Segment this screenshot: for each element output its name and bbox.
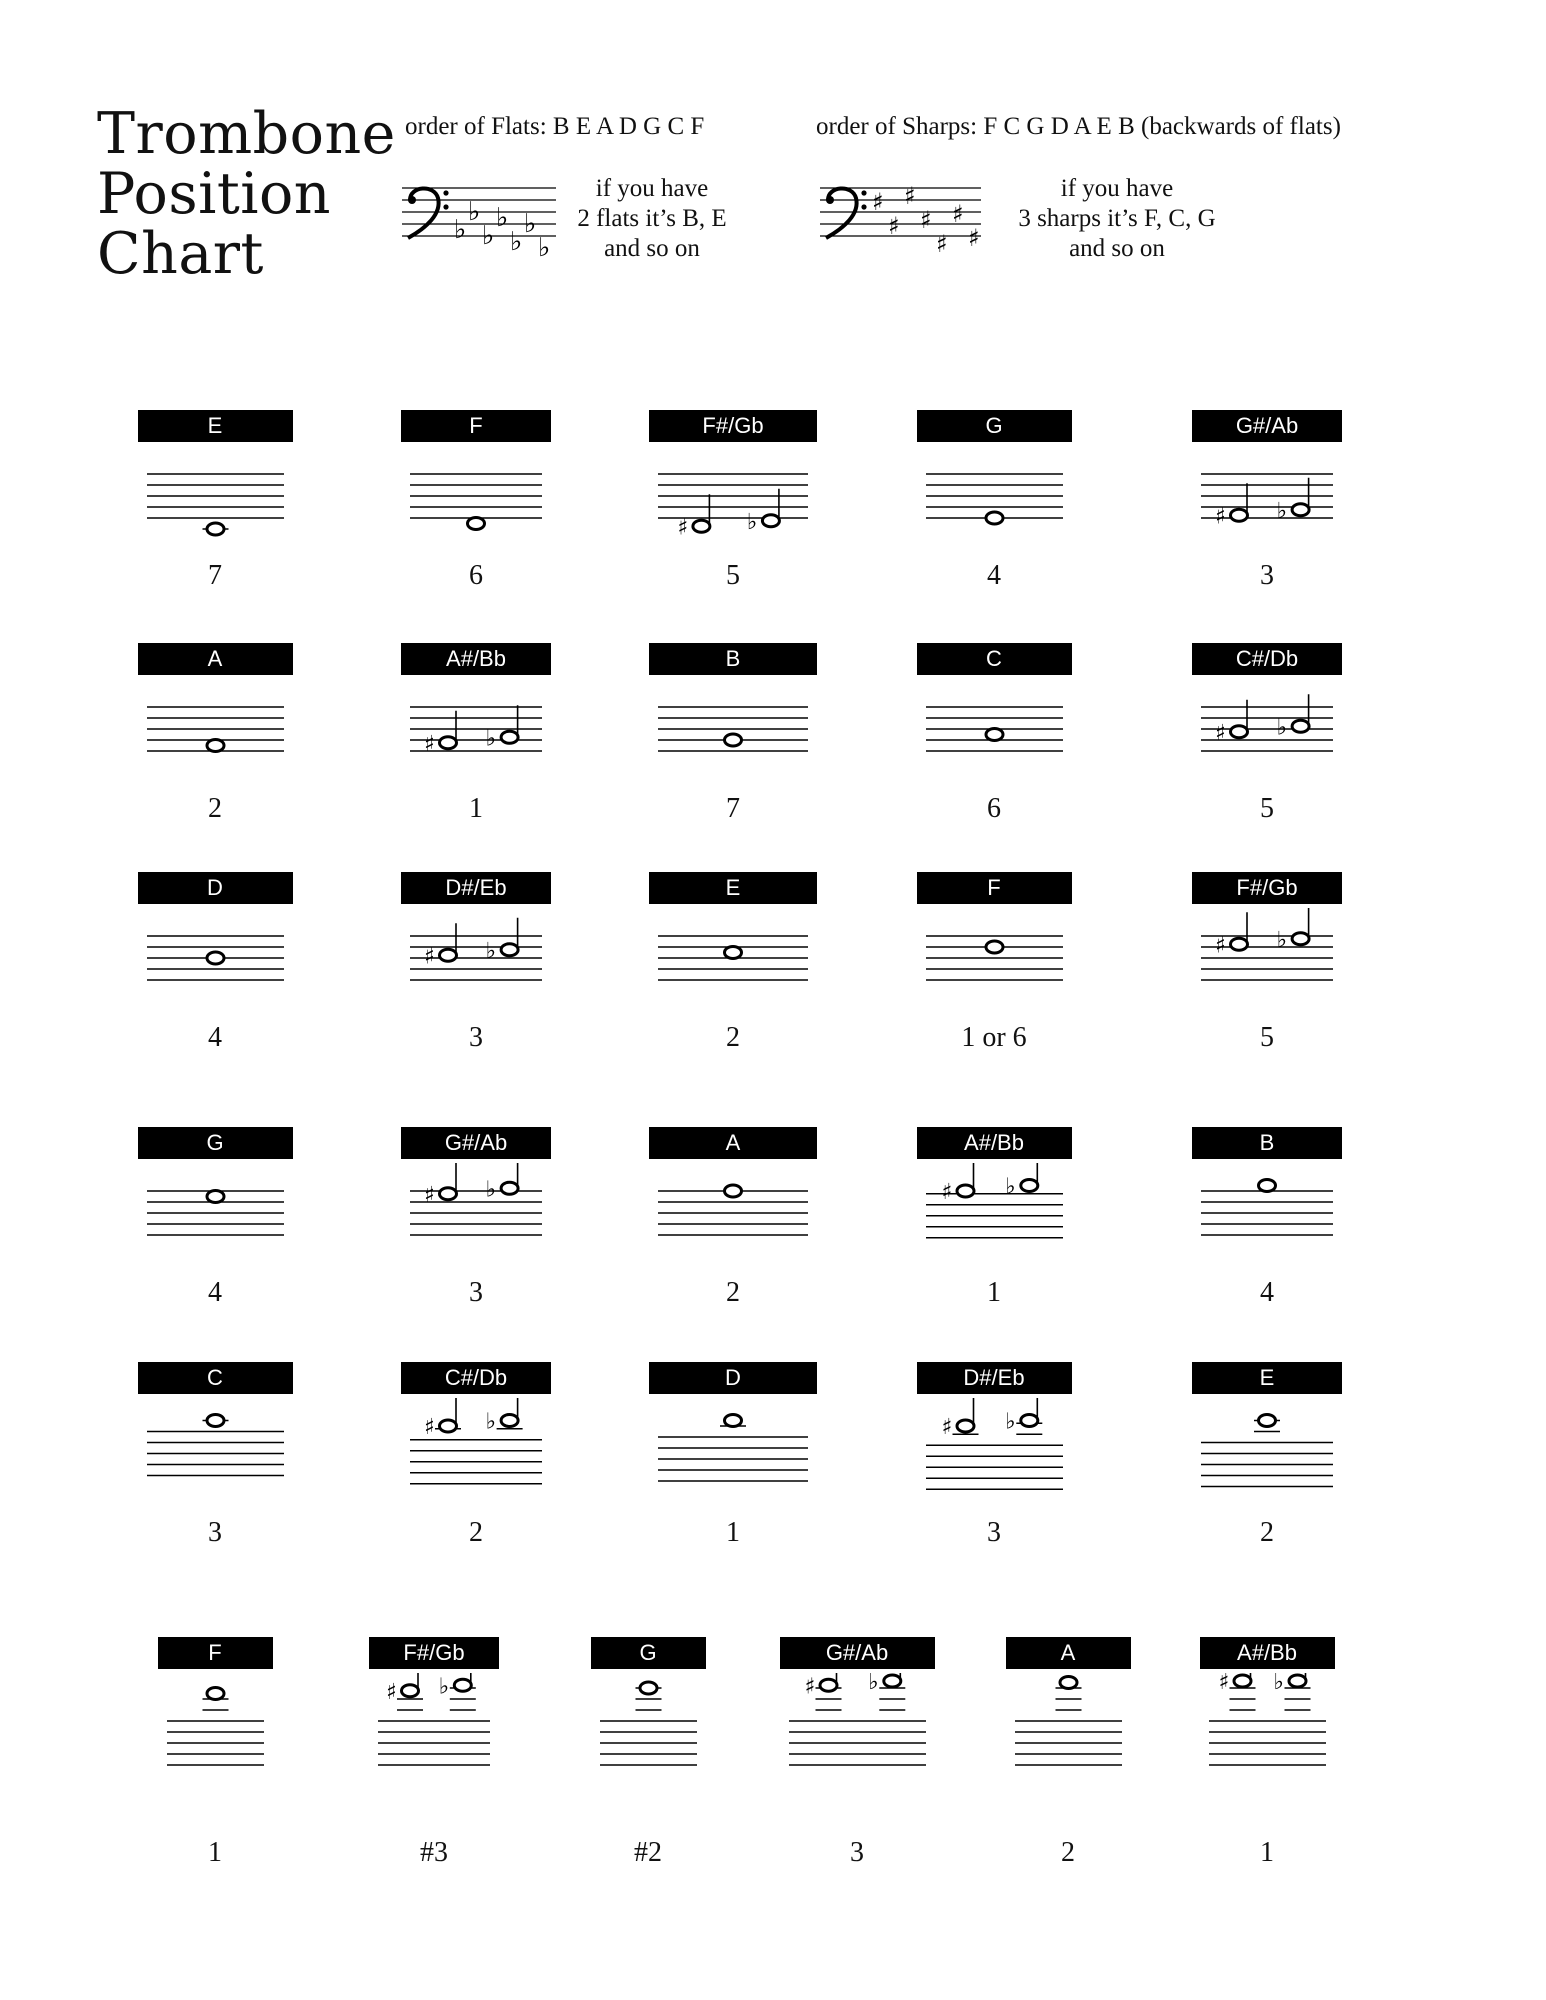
note-head [957,1185,974,1197]
slide-position-number: 7 [208,560,222,591]
flat-icon: ♭ [1276,715,1287,741]
note-head [501,1182,518,1194]
svg-text:♯: ♯ [968,224,980,252]
note-cell [899,1127,1089,1317]
flats-note-line-3: and so on [604,235,700,262]
staff-notation [922,1163,1067,1263]
slide-position-number: 2 [1061,1837,1075,1868]
svg-text:♭: ♭ [482,221,495,251]
flats-order-text: order of Flats: B E A D G C F [405,113,705,140]
note-cell [1172,1127,1362,1317]
note-name-label: F#/Gb [649,410,817,442]
note-cell [899,872,1089,1062]
slide-position-number: 6 [469,560,483,591]
note-head [207,952,224,964]
note-cell [762,1637,952,1877]
note-head [986,729,1003,741]
slide-position-number: 3 [850,1837,864,1868]
slide-position-number: 2 [1260,1517,1274,1548]
note-head [820,1679,837,1691]
slide-position-number: #2 [634,1837,662,1868]
note-head [1292,504,1309,516]
note-head [207,740,224,752]
note-head [402,1685,419,1697]
note-head [440,1188,457,1200]
note-name-label: G#/Ab [1192,410,1342,442]
note-cell [120,1127,310,1317]
slide-position-number: 3 [469,1022,483,1053]
slide-position-number: 1 or 6 [961,1022,1027,1053]
note-name-label: E [649,872,817,904]
note-head [440,949,457,961]
slide-position-number: 1 [469,793,483,824]
note-cell [638,410,828,600]
slide-position-number: 1 [208,1837,222,1868]
note-cell [973,1637,1163,1877]
note-name-label: C [917,643,1072,675]
note-head [207,1688,224,1700]
note-name-label: E [1192,1362,1342,1394]
flats-note-line-2: 2 flats it’s B, E [577,205,727,232]
svg-text:♯: ♯ [872,188,884,216]
flat-key-signature [400,178,558,258]
flat-icon: ♭ [485,726,496,752]
note-cell [1172,1362,1362,1557]
note-name-label: A [649,1127,817,1159]
note-name-label: A [1006,1637,1131,1669]
staff-notation [654,1398,812,1498]
note-head [1259,1180,1276,1192]
note-name-label: A#/Bb [917,1127,1072,1159]
sharps-note-line-1: if you have [1060,175,1174,202]
staff-notation [143,1398,288,1498]
note-head [957,1420,974,1432]
staff-notation [406,1398,546,1498]
sharp-icon: ♯ [424,731,435,757]
note-cell [899,643,1089,833]
note-head [501,731,518,743]
note-name-label: G [591,1637,706,1669]
note-name-label: F [917,872,1072,904]
note-name-label: D [649,1362,817,1394]
note-head [1231,509,1248,521]
note-head [1020,1415,1037,1427]
note-head [725,734,742,746]
note-name-label: C#/Db [401,1362,551,1394]
note-head [986,941,1003,953]
note-head [725,947,742,959]
sharp-key-signature [818,174,983,258]
note-head [1231,726,1248,738]
slide-position-number: 1 [987,1277,1001,1308]
note-head [762,515,779,527]
note-head [207,523,224,535]
staff-notation [1197,908,1337,1008]
staff-notation [1197,1163,1337,1263]
note-cell [120,410,310,600]
sharp-icon: ♯ [424,944,435,970]
sharp-icon: ♯ [1215,933,1226,959]
note-cell [638,643,828,833]
sharp-icon: ♯ [386,1679,397,1705]
svg-text:♯: ♯ [888,212,900,240]
note-head [986,512,1003,524]
flat-icon: ♭ [485,1177,496,1203]
sharp-icon: ♯ [941,1180,952,1205]
staff-notation [1011,1673,1126,1773]
note-cell [381,643,571,833]
note-cell [638,872,828,1062]
slide-position-number: 4 [208,1022,222,1053]
flat-icon: ♭ [485,1409,496,1435]
staff-notation [406,1163,546,1263]
staff-notation [922,1398,1067,1498]
flats-note-line-1: if you have [595,175,709,202]
sharp-icon: ♯ [1215,720,1226,746]
note-name-label: F [401,410,551,442]
staff-notation [922,908,1067,1008]
note-cell [381,1362,571,1557]
staff-notation [785,1673,930,1773]
staff-notation [596,1673,701,1773]
svg-text:♭: ♭ [468,197,481,227]
note-head [1292,720,1309,732]
slide-position-number: 3 [469,1277,483,1308]
slide-position-number: 2 [726,1277,740,1308]
staff-notation [1197,679,1337,779]
note-cell [120,1637,310,1877]
note-cell [381,872,571,1062]
flat-icon: ♭ [1276,927,1287,953]
sharps-explanation [1017,174,1217,264]
slide-position-number: 4 [1260,1277,1274,1308]
staff-notation [406,679,546,779]
svg-text:♭: ♭ [524,209,537,239]
staff-notation [922,446,1067,546]
slide-position-number: 4 [208,1277,222,1308]
note-name-label: E [138,410,293,442]
sharps-note-line-2: 3 sharps it’s F, C, G [1018,205,1216,232]
note-name-label: B [1192,1127,1342,1159]
title-line-3: Chart [97,221,264,287]
note-head [640,1682,657,1694]
note-cell [638,1127,828,1317]
svg-text:♯: ♯ [952,200,964,228]
flat-icon: ♭ [1004,1174,1016,1200]
bass-clef-icon [408,188,449,238]
staff-notation [143,1163,288,1263]
staff-notation [143,679,288,779]
staff-notation [654,446,812,546]
flats-explanation [552,174,752,264]
staff-notation [654,908,812,1008]
note-name-label: G [917,410,1072,442]
slide-position-number: 1 [1260,1837,1274,1868]
note-name-label: G#/Ab [401,1127,551,1159]
flat-icon: ♭ [867,1673,879,1695]
note-head [207,1415,224,1427]
slide-position-number: 2 [469,1517,483,1548]
note-cell [381,410,571,600]
note-head [725,1185,742,1197]
note-head [1289,1675,1306,1687]
note-cell [638,1362,828,1557]
flat-icon: ♭ [1273,1673,1284,1695]
staff-notation [654,679,812,779]
bass-clef-icon [826,188,867,238]
staff-notation [1197,446,1337,546]
svg-text:♯: ♯ [936,230,948,258]
staff-notation [406,446,546,546]
staff-notation [374,1673,494,1773]
title-line-2: Position [97,161,332,227]
note-head [1292,933,1309,945]
note-cell [120,1362,310,1557]
note-head [468,518,485,530]
note-name-label: F#/Gb [369,1637,499,1669]
flat-icon: ♭ [485,938,496,964]
note-cell [899,1362,1089,1557]
note-cell [1172,410,1362,600]
staff-notation [654,1163,812,1263]
slide-position-number: #3 [420,1837,448,1868]
note-name-label: G#/Ab [780,1637,935,1669]
svg-text:♭: ♭ [538,233,551,258]
svg-text:♭: ♭ [496,203,509,233]
note-cell [339,1637,529,1877]
flat-icon: ♭ [1276,498,1287,524]
svg-text:♯: ♯ [920,206,932,234]
svg-text:♯: ♯ [904,182,916,210]
note-cell [1172,872,1362,1062]
staff-notation [143,446,288,546]
sharp-icon [872,182,980,258]
note-name-label: A#/Bb [401,643,551,675]
note-head [440,737,457,749]
slide-position-number: 5 [1260,793,1274,824]
note-head [501,1415,518,1427]
note-head [440,1420,457,1432]
note-head [883,1675,900,1687]
slide-position-number: 2 [208,793,222,824]
note-head [1231,938,1248,950]
note-name-label: G [138,1127,293,1159]
slide-position-number: 5 [1260,1022,1274,1053]
svg-text:♭: ♭ [454,215,467,245]
title-line-1: Trombone [97,101,396,167]
note-name-label: F [158,1637,273,1669]
sharp-icon: ♯ [804,1674,815,1700]
note-head [1234,1675,1251,1687]
note-name-label: D#/Eb [917,1362,1072,1394]
sharps-note-line-3: and so on [1069,235,1165,262]
note-name-label: F#/Gb [1192,872,1342,904]
slide-position-number: 4 [987,560,1001,591]
staff-notation [406,908,546,1008]
note-name-label: B [649,643,817,675]
flat-icon: ♭ [438,1674,450,1700]
slide-position-number: 3 [1260,560,1274,591]
staff-notation [1197,1398,1337,1498]
sharp-icon: ♯ [677,515,689,541]
note-cell [899,410,1089,600]
slide-position-number: 7 [726,793,740,824]
staff-notation [1205,1673,1330,1773]
sharp-icon: ♯ [941,1415,952,1440]
slide-position-number: 1 [726,1517,740,1548]
sharp-icon: ♯ [424,1415,435,1440]
sharp-icon: ♯ [1218,1673,1229,1695]
note-head [501,944,518,956]
sharp-icon: ♯ [1215,504,1226,530]
note-name-label: C [138,1362,293,1394]
flat-icon [454,197,550,258]
note-cell [120,872,310,1062]
staff-notation [922,679,1067,779]
flat-icon: ♭ [746,509,758,535]
chart-title [97,101,396,287]
note-cell [120,643,310,833]
slide-position-number: 3 [987,1517,1001,1548]
slide-position-number: 2 [726,1022,740,1053]
staff-notation [163,1673,268,1773]
note-head [1259,1415,1276,1427]
svg-text:♭: ♭ [510,227,523,257]
note-head [207,1191,224,1203]
note-cell [553,1637,743,1877]
note-cell [1172,643,1362,833]
note-cell [1172,1637,1362,1877]
staff-notation [143,908,288,1008]
slide-position-number: 3 [208,1517,222,1548]
slide-position-number: 6 [987,793,1001,824]
sharp-icon: ♯ [424,1182,435,1208]
flat-icon: ♭ [1004,1409,1016,1435]
slide-position-number: 5 [726,560,740,591]
note-head [725,1415,742,1427]
note-head [1020,1180,1037,1192]
note-head [1060,1677,1077,1689]
sharps-order-text: order of Sharps: F C G D A E B (backwards of flats) [816,113,1341,140]
note-name-label: D#/Eb [401,872,551,904]
note-name-label: A#/Bb [1200,1637,1335,1669]
note-name-label: C#/Db [1192,643,1342,675]
note-name-label: A [138,643,293,675]
note-name-label: D [138,872,293,904]
note-cell [381,1127,571,1317]
note-head [693,520,710,532]
note-head [454,1679,471,1691]
